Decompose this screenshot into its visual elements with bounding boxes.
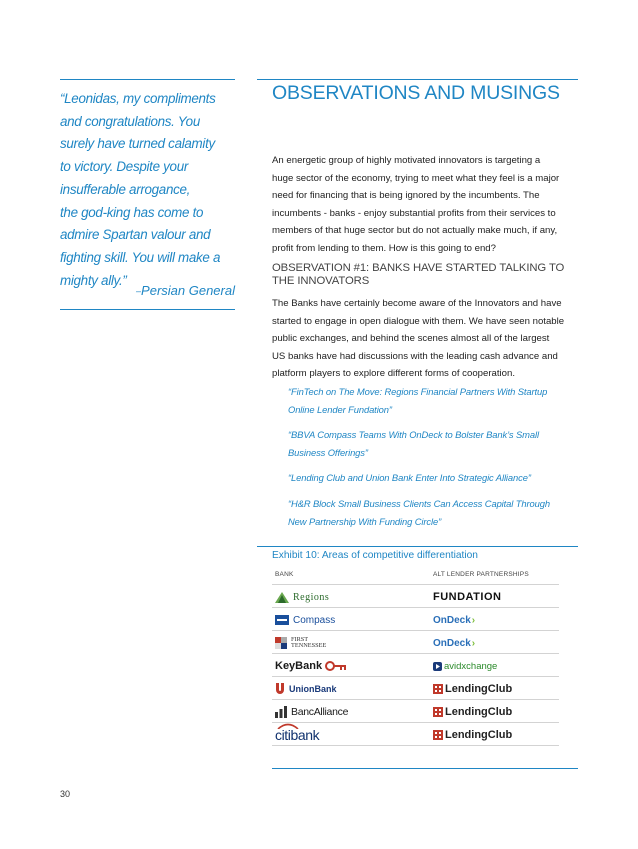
bank-logo-keybank: KeyBank xyxy=(275,657,347,675)
table-row xyxy=(272,584,559,608)
bancalliance-mark-icon xyxy=(275,706,287,718)
citi-arc-icon xyxy=(277,723,299,729)
regions-triangle-icon xyxy=(275,592,289,603)
bank-logo-regions: Regions xyxy=(275,588,329,606)
lendingclub-grid-icon xyxy=(433,707,443,717)
observation-paragraph: The Banks have certainly become aware of the Innovators and have started to engage in open dialogue with them. We have seen notable public exchanges, and behind the scenes almost all of the largest US banks have had discussions with the leading cash advance and platform players to explore different forms of cooperation. xyxy=(272,298,565,380)
key-icon xyxy=(325,661,347,671)
quote-line: to victory. Despite your xyxy=(60,159,188,175)
partner-logo-lendingclub: LendingClub xyxy=(433,680,512,698)
quote-line: mighty ally.” xyxy=(60,272,127,288)
table-row xyxy=(272,607,559,631)
lendingclub-grid-icon xyxy=(433,730,443,740)
table-row xyxy=(272,653,559,677)
quote-line: insufferable arrogance, xyxy=(60,181,191,197)
table-row xyxy=(272,630,559,654)
exhibit-bottom-rule xyxy=(272,768,578,769)
partner-logo-avidxchange: avidxchange xyxy=(433,657,497,675)
section-top-rule xyxy=(257,79,578,80)
news-links-list xyxy=(288,383,578,538)
quote-line: and congratulations. You xyxy=(60,113,200,129)
quote-line: the god-king has come to xyxy=(60,204,204,220)
partner-logo-lendingclub: LendingClub xyxy=(433,703,512,721)
column-header-bank: BANK xyxy=(275,571,294,578)
pull-quote xyxy=(60,88,238,292)
partner-logo-ondeck: OnDeck › xyxy=(433,637,476,649)
union-bank-u-icon xyxy=(275,683,285,695)
partner-logo-lendingclub: LendingClub xyxy=(433,726,512,744)
table-row xyxy=(272,722,559,746)
chevron-right-icon: › xyxy=(471,614,476,626)
intro-paragraph: An energetic group of highly motivated innovators is targeting a huge sector of the economy, trying to meet what they feel is a major need for financing that is being ignored by the incumbents. The incumbents - banks - enjoy substantial profits from their services to members of that huge sector but do not actually make much, if any, profit from lending to them. How is this going to end? xyxy=(272,155,560,254)
bank-logo-unionbank: UnionBank xyxy=(275,680,337,698)
table-row xyxy=(272,699,559,723)
column-header-alt-lender: ALT LENDER PARTNERSHIPS xyxy=(433,571,529,578)
news-link-regions-fundation[interactable]: “FinTech on The Move: Regions Financial Partners With Startup Online Lender Fundation” xyxy=(288,386,548,415)
bbva-box-icon xyxy=(275,615,289,625)
section-title: OBSERVATIONS AND MUSINGS xyxy=(272,82,560,104)
quote-attribution: –Persian General xyxy=(136,283,235,298)
quote-line: fighting skill. You will make a xyxy=(60,249,221,265)
quote-line: “Leonidas, my compliments xyxy=(60,91,216,106)
bank-logo-compass: Compass xyxy=(275,611,335,629)
partner-logo-ondeck: OnDeck › xyxy=(433,614,476,626)
quote-bottom-rule xyxy=(60,309,235,310)
news-link-lendingclub-unionbank[interactable]: “Lending Club and Union Bank Enter Into Strategic Alliance” xyxy=(288,472,531,484)
avid-badge-icon xyxy=(433,662,442,671)
bank-logo-first-tennessee: FIRST TENNESSEE xyxy=(275,634,326,652)
bank-logo-bancalliance: BancAlliance xyxy=(275,703,348,721)
quote-top-rule xyxy=(60,79,235,80)
partner-logo-fundation: FUNDATION xyxy=(433,591,502,603)
chevron-right-icon: › xyxy=(471,637,476,649)
exhibit-top-rule xyxy=(257,546,578,547)
exhibit-caption: Exhibit 10: Areas of competitive differentiation xyxy=(272,550,478,561)
first-tennessee-flag-icon xyxy=(275,637,287,649)
quote-line: surely have turned calamity xyxy=(60,136,215,152)
quote-line: admire Spartan valour and xyxy=(60,227,211,243)
table-row xyxy=(272,676,559,700)
news-link-hrblock-fundingcircle[interactable]: “H&R Block Small Business Clients Can Access Capital Through New Partnership With Funding Circle” xyxy=(288,497,550,527)
bank-logo-citibank: citibank xyxy=(275,726,319,744)
observation-heading: OBSERVATION #1: BANKS HAVE STARTED TALKING TO THE INNOVATORS xyxy=(272,262,565,287)
lendingclub-grid-icon xyxy=(433,684,443,694)
table-bottom-line xyxy=(272,745,559,746)
page-number: 30 xyxy=(60,789,71,799)
news-link-bbva-ondeck[interactable]: “BBVA Compass Teams With OnDeck to Bolster Bank’s Small Business Offerings” xyxy=(288,429,539,458)
